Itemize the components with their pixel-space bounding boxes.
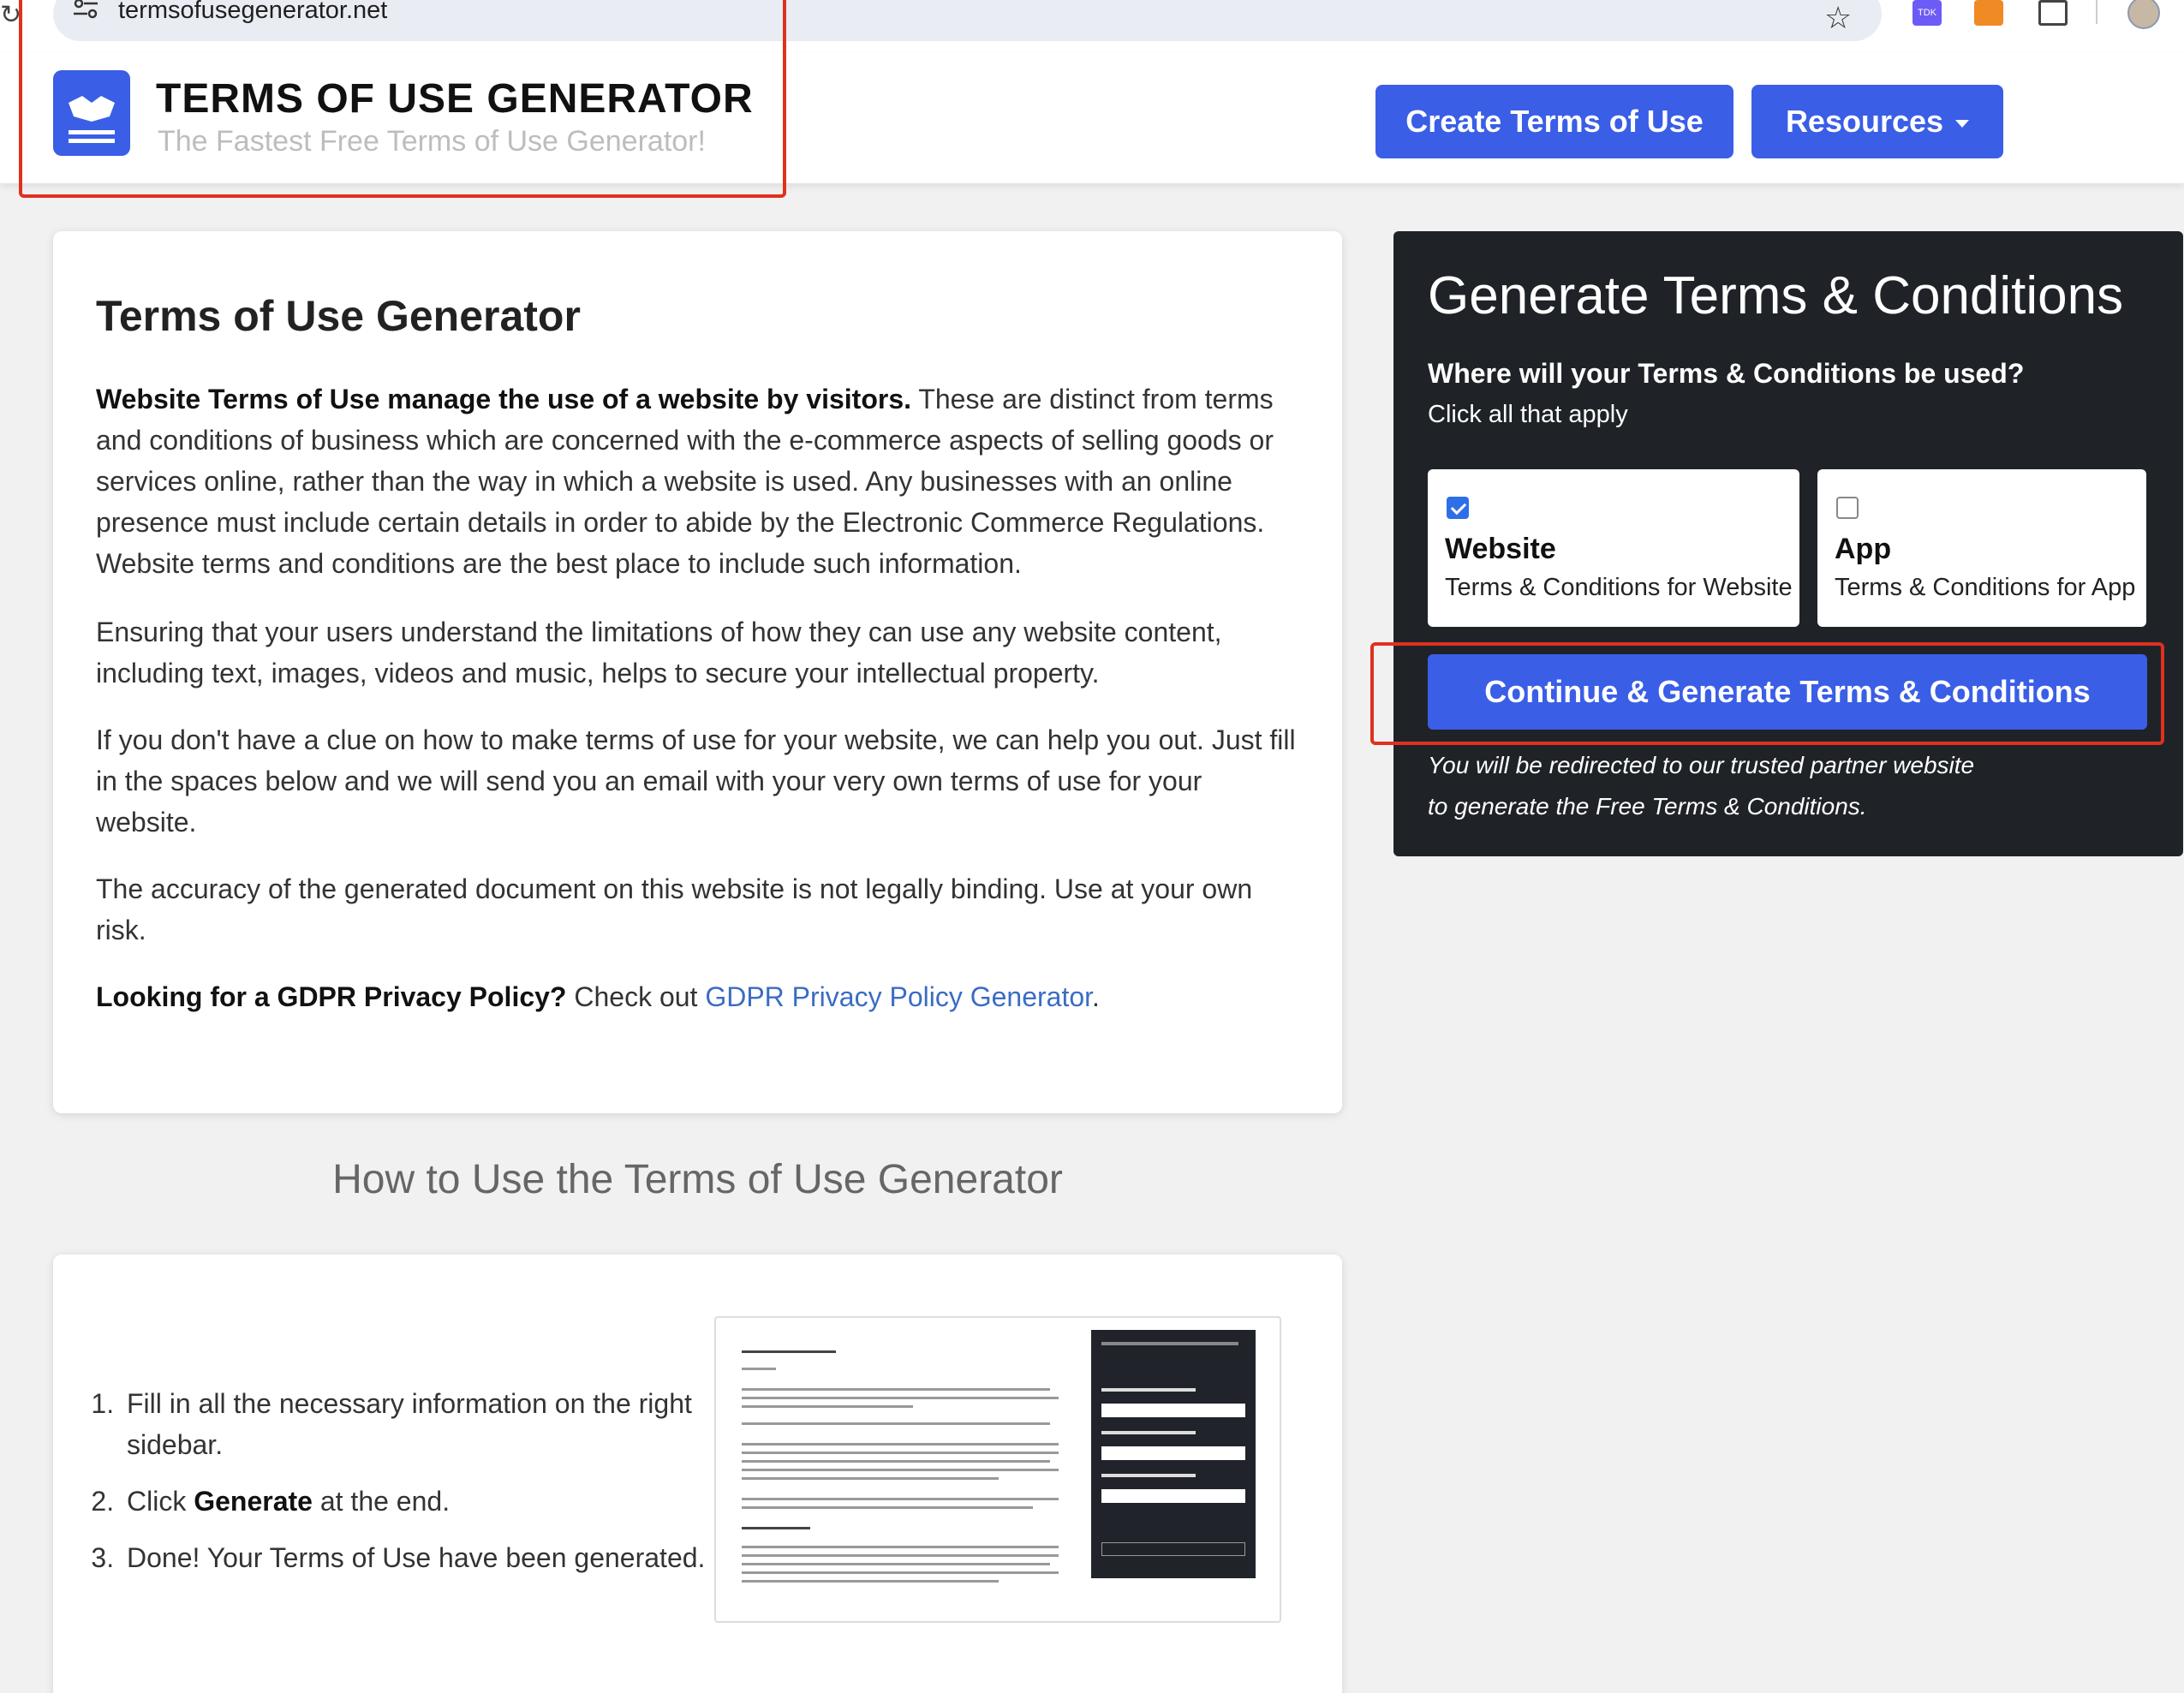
redirect-note-line: to generate the Free Terms & Conditions. (1428, 793, 1867, 820)
redirect-note-line: You will be redirected to our trusted partner website (1428, 752, 1975, 778)
option-app-name: App (1835, 533, 1892, 565)
intro-lead: Website Terms of Use manage the use of a website by visitors. (96, 384, 911, 414)
reload-icon[interactable]: ↻ (0, 1, 22, 29)
option-website-desc: Terms & Conditions for Website (1445, 574, 1793, 601)
redirect-note (1428, 745, 2079, 827)
steps-list (122, 1383, 738, 1594)
preview-document (725, 1326, 1083, 1616)
usage-hint: Click all that apply (1428, 401, 1628, 428)
generator-sidebar (1393, 231, 2183, 856)
website-checkbox[interactable] (1447, 497, 1469, 519)
option-website[interactable] (1428, 469, 1799, 627)
star-icon[interactable]: ☆ (1824, 0, 1853, 35)
list-item (122, 1481, 738, 1522)
create-terms-label: Create Terms of Use (1405, 104, 1704, 139)
app-checkbox[interactable] (1836, 497, 1859, 519)
help-paragraph: If you don't have a clue on how to make terms of use for your website, we can help you out. Just fill in the spaces below and we will send you an email with your very own terms of use for your website. (96, 724, 1296, 838)
site-title[interactable]: TERMS OF USE GENERATOR (156, 76, 754, 122)
site-tagline: The Fastest Free Terms of Use Generator! (158, 125, 706, 158)
gdpr-end: . (1092, 981, 1100, 1012)
howto-heading: How to Use the Terms of Use Generator (332, 1157, 1063, 1202)
page-title: Terms of Use Generator (96, 292, 581, 340)
highlight-box (1370, 642, 2164, 745)
highlight-box (19, 0, 786, 198)
generator-preview-image (714, 1316, 1281, 1623)
step2-post: at the end. (312, 1486, 451, 1517)
list-item: 3. Done! Your Terms of Use have been generated. (122, 1537, 738, 1578)
sidebar-title: Generate Terms & Conditions (1428, 266, 2124, 325)
gdpr-lead: Looking for a GDPR Privacy Policy? (96, 981, 567, 1012)
caret-down-icon (1955, 120, 1969, 128)
step2-pre: Click (127, 1486, 194, 1517)
gdpr-paragraph (96, 976, 1304, 1017)
extension-icon[interactable] (1974, 0, 2003, 26)
extension-icon[interactable]: TDK (1912, 0, 1942, 26)
resources-menu-button[interactable] (1751, 85, 2003, 158)
create-terms-button[interactable] (1375, 85, 1733, 158)
option-website-name: Website (1445, 533, 1556, 565)
disclaimer-paragraph: The accuracy of the generated document on this website is not legally binding. Use at your own risk. (96, 873, 1253, 945)
intro-body: These are distinct from terms and conditions of business which are concerned with the e-commerce aspects of selling goods or services online, rather than the way in which a website is used. Any businesses with an online presence must include certain details in order to abide by the Electronic Commerce Regulations. Website terms and conditions are the best place to include such information. (96, 384, 1274, 579)
puzzle-icon[interactable] (2038, 0, 2068, 26)
howto-card (53, 1255, 1342, 1693)
option-app-desc: Terms & Conditions for App (1835, 574, 2136, 601)
intro-paragraph (96, 379, 1304, 584)
step2-bold: Generate (194, 1486, 313, 1517)
gdpr-mid: Check out (566, 981, 706, 1012)
gdpr-link[interactable]: GDPR Privacy Policy Generator (705, 981, 1093, 1012)
continue-generate-button[interactable]: Continue & Generate Terms & Conditions (1428, 654, 2147, 730)
list-item: 1. Fill in all the necessary information on the right sidebar. (122, 1383, 738, 1465)
resources-label: Resources (1785, 104, 1944, 139)
preview-sidebar (1091, 1330, 1256, 1578)
usage-question: Where will your Terms & Conditions be used? (1428, 358, 2025, 389)
toolbar-divider (2096, 0, 2097, 24)
intro-card (53, 231, 1342, 1113)
option-app[interactable] (1817, 469, 2146, 627)
ip-paragraph: Ensuring that your users understand the limitations of how they can use any website content, including text, images, videos and music, helps to secure your intellectual property. (96, 617, 1222, 689)
url-text[interactable]: termsofusegenerator.net (118, 0, 388, 24)
avatar[interactable] (2127, 0, 2160, 29)
